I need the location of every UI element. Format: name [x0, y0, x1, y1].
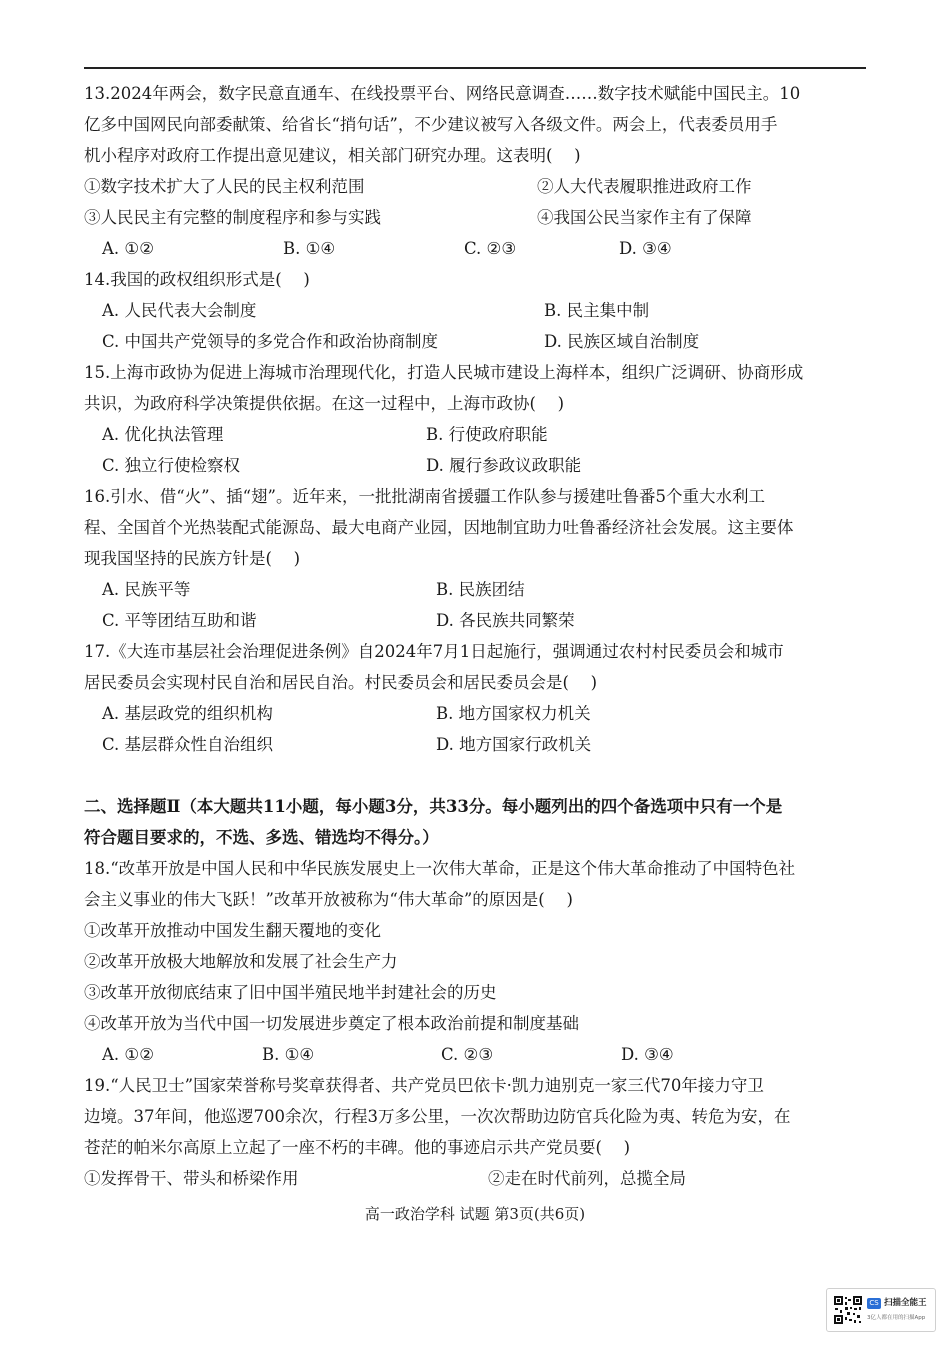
qr-code-icon: [833, 1295, 863, 1325]
question-13-stem-line: 13.2024年两会，数字民意直通车、在线投票平台、网络民意调查……数字技术赋能中国民主。10: [84, 84, 801, 103]
top-rule: [84, 67, 866, 69]
question-18-option-d: D. ③④: [621, 1045, 674, 1064]
question-15-options-row: [84, 419, 868, 450]
question-16-option-b: B. 民族团结: [436, 580, 525, 599]
question-13-options-row: [84, 233, 868, 264]
question-16-options-row: [84, 605, 868, 636]
question-14-option-a: A. 人民代表大会制度: [102, 301, 257, 320]
scanner-logo-icon: CS: [867, 1298, 881, 1309]
question-19-statement-1: ①发挥骨干、带头和桥梁作用: [84, 1169, 299, 1188]
question-18-statement-4: ④改革开放为当代中国一切发展进步奠定了根本政治前提和制度基础: [84, 1014, 579, 1033]
question-16-stem-line: 程、全国首个光热装配式能源岛、最大电商产业园，因地制宜助力吐鲁番经济社会发展。这主要体: [84, 518, 794, 537]
question-14-option-d: D. 民族区域自治制度: [544, 332, 700, 351]
question-13-stem-line: 机小程序对政府工作提出意见建议，相关部门研究办理。这表明( ): [84, 146, 581, 165]
question-19-stem-line: 边境。37年间，他巡逻700余次，行程3万多公里，一次次帮助边防官兵化险为夷、转危为安，在: [84, 1107, 791, 1126]
question-18-options-row: [84, 1039, 868, 1070]
question-14-options-row: [84, 326, 868, 357]
question-19-statement-2: ②走在时代前列，总揽全局: [488, 1169, 686, 1188]
question-14-options-row: [84, 295, 868, 326]
question-18: [84, 853, 868, 1070]
question-18-option-b: B. ①④: [262, 1045, 315, 1064]
question-14: [84, 264, 868, 357]
section-2-heading-line: 符合题目要求的，不选、多选、错选均不得分。）: [84, 828, 439, 847]
question-16-option-a: A. 民族平等: [102, 580, 191, 599]
question-13: [84, 78, 868, 264]
question-15-option-d: D. 履行参政议政职能: [426, 456, 582, 475]
question-18-statement-3: ③改革开放彻底结束了旧中国半殖民地半封建社会的历史: [84, 983, 497, 1002]
exam-page-content: [84, 78, 868, 1194]
question-14-option-b: B. 民主集中制: [544, 301, 650, 320]
question-17-stem-line: 17.《大连市基层社会治理促进条例》自2024年7月1日起施行，强调通过农村村民委员会和城市: [84, 642, 784, 661]
page-footer: 高一政治学科 试题 第3页(共6页): [364, 1205, 586, 1223]
question-17-options-row: [84, 729, 868, 760]
question-16-options-row: [84, 574, 868, 605]
scanner-watermark: [826, 1288, 936, 1332]
question-13-option-a: A. ①②: [102, 239, 154, 258]
question-13-statement-1: ①数字技术扩大了人民的民主权利范围: [84, 177, 365, 196]
scanner-app-name: 扫描全能王: [884, 1298, 927, 1308]
question-13-stem-line: 亿多中国网民向部委献策、给省长“捎句话”，不少建议被写入各级文件。两会上，代表委员用手: [84, 115, 778, 134]
question-17-options-row: [84, 698, 868, 729]
question-15-option-a: A. 优化执法管理: [102, 425, 224, 444]
question-19-stem-line: 苍茫的帕米尔高原上立起了一座不朽的丰碑。他的事迹启示共产党员要( ): [84, 1138, 631, 1157]
question-15-option-c: C. 独立行使检察权: [102, 456, 241, 475]
question-14-option-c: C. 中国共产党领导的多党合作和政治协商制度: [102, 332, 439, 351]
section-spacer: [84, 760, 868, 791]
scanner-tagline: 3亿人都在用的扫描App: [867, 1315, 926, 1321]
question-19-statements-row: [84, 1163, 868, 1194]
question-15-stem-line: 共识，为政府科学决策提供依据。在这一过程中，上海市政协( ): [84, 394, 565, 413]
question-13-statements-row: [84, 202, 868, 233]
question-19: [84, 1070, 868, 1194]
question-16-stem-line: 现我国坚持的民族方针是( ): [84, 549, 301, 568]
question-14-stem-line: 14.我国的政权组织形式是( ): [84, 270, 310, 289]
question-15-stem-line: 15.上海市政协为促进上海城市治理现代化，打造人民城市建设上海样本，组织广泛调研、协商形成: [84, 363, 804, 382]
question-18-option-c: C. ②③: [441, 1045, 494, 1064]
question-19-stem-line: 19.“人民卫士”国家荣誉称号奖章获得者、共产党员巴依卡·凯力迪别克一家三代70年接力守卫: [84, 1076, 764, 1095]
question-13-statement-3: ③人民民主有完整的制度程序和参与实践: [84, 208, 381, 227]
question-13-option-d: D. ③④: [619, 239, 672, 258]
question-13-statements-row: [84, 171, 868, 202]
question-13-statement-2: ②人大代表履职推进政府工作: [537, 177, 752, 196]
question-16-option-d: D. 各民族共同繁荣: [436, 611, 575, 630]
section-2-heading-line: 二、选择题Ⅱ（本大题共11小题，每小题3分，共33分。每小题列出的四个备选项中只有一个是: [84, 797, 783, 816]
question-13-statement-4: ④我国公民当家作主有了保障: [537, 208, 752, 227]
section-2-heading: [84, 791, 868, 853]
question-17-stem-line: 居民委员会实现村民自治和居民自治。村民委员会和居民委员会是( ): [84, 673, 598, 692]
question-18-stem-line: 会主义事业的伟大飞跃！”改革开放被称为“伟大革命”的原因是( ): [84, 890, 573, 909]
question-15-options-row: [84, 450, 868, 481]
question-13-option-c: C. ②③: [464, 239, 517, 258]
question-15: [84, 357, 868, 481]
question-18-statement-1: ①改革开放推动中国发生翻天覆地的变化: [84, 921, 381, 940]
question-17-option-c: C. 基层群众性自治组织: [102, 735, 274, 754]
question-17: [84, 636, 868, 760]
question-17-option-a: A. 基层政党的组织机构: [102, 704, 273, 723]
question-16-option-c: C. 平等团结互助和谐: [102, 611, 257, 630]
question-18-stem-line: 18.“改革开放是中国人民和中华民族发展史上一次伟大革命，正是这个伟大革命推动了中国特色社: [84, 859, 796, 878]
question-17-option-b: B. 地方国家权力机关: [436, 704, 591, 723]
question-16-stem-line: 16.引水、借“火”、插“翅”。近年来，一批批湖南省援疆工作队参与援建吐鲁番5个重大水利工: [84, 487, 765, 506]
question-18-option-a: A. ①②: [102, 1045, 154, 1064]
question-18-statement-2: ②改革开放极大地解放和发展了社会生产力: [84, 952, 398, 971]
question-17-option-d: D. 地方国家行政机关: [436, 735, 592, 754]
question-15-option-b: B. 行使政府职能: [426, 425, 548, 444]
question-13-option-b: B. ①④: [283, 239, 336, 258]
question-16: [84, 481, 868, 636]
